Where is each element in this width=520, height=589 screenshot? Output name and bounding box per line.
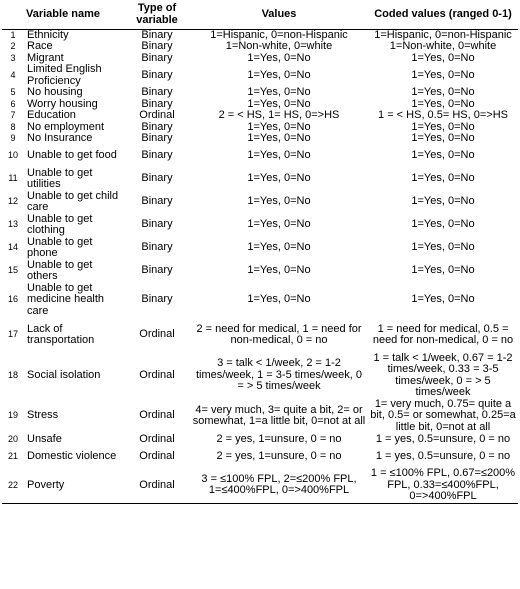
row-number: 6: [10, 98, 16, 109]
row-values: 4= very much, 3= quite a bit, 2= or somewhat, 1=a little bit, 0=not at all: [192, 403, 366, 427]
row-variable-name: Unable to get child care: [27, 189, 119, 213]
row-number: 4: [10, 69, 16, 80]
row-number: 8: [10, 121, 16, 132]
row-variable-name: Race: [27, 40, 53, 52]
row-coded-values: 1 = need for medical, 0.5 = need for non-medical, 0 = no: [372, 322, 514, 346]
row-type: Binary: [141, 68, 173, 81]
row-coded-values: 1=Yes, 0=No: [411, 51, 475, 64]
row-type: Binary: [141, 293, 173, 306]
row-values: 1=Yes, 0=No: [247, 120, 311, 133]
row-coded-values: 1=Yes, 0=No: [411, 120, 475, 133]
row-variable-name: Unable to get food: [27, 149, 117, 162]
row-number: 11: [8, 173, 18, 184]
row-variable-name: Worry housing: [27, 97, 98, 110]
row-coded-values: 1=Yes, 0=No: [411, 241, 475, 254]
row-variable-name: Stress: [27, 409, 59, 422]
row-variable-name: Unsafe: [27, 432, 62, 445]
row-variable-name: Limited English Proficiency: [27, 63, 102, 87]
table-row: [2, 191, 518, 214]
table-row: [2, 145, 518, 168]
row-type: Binary: [141, 86, 173, 98]
row-coded-values: 1 = yes, 0.5=unsure, 0 = no: [375, 449, 511, 462]
row-variable-name: Migrant: [27, 51, 64, 64]
row-coded-values: 1=Yes, 0=No: [411, 172, 475, 185]
row-variable-name: No housing: [27, 86, 83, 98]
row-values: 2 = yes, 1=unsure, 0 = no: [216, 432, 342, 445]
table-row: [2, 283, 518, 318]
table-row: [2, 133, 518, 145]
table-row: [2, 87, 518, 99]
row-coded-values: 1=Yes, 0=No: [411, 218, 475, 231]
table-row: [2, 237, 518, 260]
row-type: Ordinal: [139, 109, 175, 121]
row-type: Binary: [141, 51, 173, 64]
table-row: [2, 318, 518, 353]
row-type: Ordinal: [139, 368, 175, 381]
row-values: 1=Yes, 0=No: [247, 51, 311, 64]
row-type: Binary: [141, 149, 173, 162]
row-variable-name: Unable to get utilities: [27, 166, 93, 190]
row-values: 1=Hispanic, 0=non-Hispanic: [210, 28, 348, 41]
row-number: 12: [7, 196, 18, 207]
row-number: 17: [7, 329, 18, 340]
row-type: Binary: [141, 120, 173, 133]
row-type: Binary: [141, 241, 173, 254]
row-variable-name: Education: [27, 109, 76, 121]
row-values: 1=Yes, 0=No: [247, 293, 311, 306]
row-coded-values: 1=Yes, 0=No: [411, 264, 475, 277]
row-values: 1=Yes, 0=No: [247, 264, 311, 277]
row-coded-values: 1 = ≤100% FPL, 0.67=≤200% FPL, 0.33=≤400%FPL, 0=>400%FPL: [368, 468, 518, 503]
row-number: 16: [7, 294, 18, 305]
row-values: 1=Yes, 0=No: [247, 86, 311, 98]
row-type: Ordinal: [139, 449, 175, 462]
table-row: [2, 260, 518, 283]
table-row: [2, 168, 518, 191]
row-variable-name: No Insurance: [27, 132, 93, 144]
row-type: Binary: [141, 28, 173, 41]
header-number: [2, 1, 24, 29]
variables-table: [2, 1, 518, 504]
row-values: 1=Yes, 0=No: [247, 132, 311, 144]
row-values: 1=Yes, 0=No: [247, 68, 311, 81]
row-type: Ordinal: [139, 432, 175, 445]
table-row: [2, 214, 518, 237]
row-number: 14: [7, 242, 18, 253]
table-row: [2, 353, 518, 399]
row-coded-values: 1=Yes, 0=No: [411, 293, 475, 306]
row-coded-values: 1=Yes, 0=No: [411, 97, 475, 110]
variables-table-container: [2, 1, 518, 504]
row-type: Ordinal: [139, 409, 175, 422]
table-row: [2, 64, 518, 87]
row-number: 15: [7, 265, 18, 276]
row-coded-values: 1= very much, 0.75= quite a bit, 0.5= or somewhat, 0.25=a little bit, 0=not at all: [370, 397, 516, 433]
row-variable-name: Domestic violence: [27, 449, 117, 462]
table-body: [2, 29, 518, 503]
row-variable-name: Ethnicity: [27, 28, 69, 41]
row-coded-values: 1 = yes, 0.5=unsure, 0 = no: [375, 432, 511, 445]
row-type: Ordinal: [139, 328, 175, 341]
row-coded-values: 1=Yes, 0=No: [411, 68, 475, 81]
row-coded-values: 1=Yes, 0=No: [411, 195, 475, 208]
row-values: 2 = need for medical, 1 = need for non-medical, 0 = no: [196, 322, 362, 346]
row-type: Binary: [141, 40, 173, 52]
table-row: [2, 445, 518, 468]
row-variable-name: No employment: [27, 120, 105, 133]
row-values: 1=Yes, 0=No: [247, 97, 311, 110]
table-row: [2, 434, 518, 446]
row-number: 19: [7, 410, 18, 421]
row-type: Binary: [141, 218, 173, 231]
row-values: 3 = talk < 1/week, 2 = 1-2 times/week, 1 = 3-5 times/week, 0 = > 5 times/week: [196, 357, 362, 393]
header-values: Values: [190, 1, 368, 29]
table-header-row: [2, 1, 518, 29]
row-type: Ordinal: [124, 468, 190, 503]
row-number: 7: [10, 110, 16, 120]
row-coded-values: 1 = < HS, 0.5= HS, 0=>HS: [378, 109, 508, 121]
header-coded-values: Coded values (ranged 0-1): [368, 1, 518, 29]
row-type: Binary: [141, 132, 173, 144]
row-number: 20: [7, 433, 18, 444]
row-number: 21: [7, 450, 18, 461]
row-coded-values: 1=Yes, 0=No: [411, 86, 475, 98]
row-number: 18: [7, 369, 18, 380]
row-type: Binary: [141, 97, 173, 110]
table-row: [2, 110, 518, 122]
row-values: 1=Yes, 0=No: [247, 218, 311, 231]
row-values: 1=Yes, 0=No: [247, 241, 311, 254]
row-values: 2 = < HS, 1= HS, 0=>HS: [218, 109, 340, 121]
table-row: [2, 399, 518, 434]
row-variable-name: Unable to get others: [27, 258, 93, 282]
row-type: Binary: [141, 264, 173, 277]
row-number: 22: [2, 468, 24, 503]
row-number: 5: [10, 87, 16, 97]
row-coded-values: 1=Hispanic, 0=non-Hispanic: [374, 28, 512, 41]
row-variable-name: Unable to get clothing: [27, 212, 93, 236]
row-coded-values: 1 = talk < 1/week, 0.67 = 1-2 times/week, 0.33 = 3-5 times/week, 0 = > 5 times/week: [373, 351, 513, 398]
header-type-of-variable: Type of variable: [124, 1, 190, 29]
table-row: [2, 468, 518, 503]
row-number: 9: [10, 133, 16, 143]
row-values: 1=Non-white, 0=white: [225, 40, 333, 52]
row-type: Binary: [141, 195, 173, 208]
row-number: 13: [7, 219, 18, 230]
row-values: 3 = ≤100% FPL, 2=≤200% FPL, 1=≤400%FPL, 0=>400%FPL: [190, 468, 368, 503]
table-row: [2, 41, 518, 53]
row-values: 1=Yes, 0=No: [247, 149, 311, 162]
header-variable-name: Variable name: [24, 1, 124, 29]
row-coded-values: 1=Non-white, 0=white: [389, 40, 497, 52]
row-values: 1=Yes, 0=No: [247, 172, 311, 185]
row-values: 1=Yes, 0=No: [247, 195, 311, 208]
row-type: Binary: [141, 172, 173, 185]
row-number: 2: [10, 41, 16, 51]
row-variable-name: Unable to get medicine health care: [27, 281, 105, 317]
row-values: 2 = yes, 1=unsure, 0 = no: [216, 449, 342, 462]
row-variable-name: Unable to get phone: [27, 235, 93, 259]
row-variable-name: Lack of transportation: [27, 322, 95, 346]
row-coded-values: 1=Yes, 0=No: [411, 149, 475, 162]
row-variable-name: Poverty: [24, 468, 124, 503]
row-coded-values: 1=Yes, 0=No: [411, 132, 475, 144]
row-variable-name: Social isolation: [27, 368, 101, 381]
row-number: 3: [10, 52, 16, 63]
row-number: 10: [7, 150, 18, 161]
row-number: 1: [10, 29, 16, 40]
